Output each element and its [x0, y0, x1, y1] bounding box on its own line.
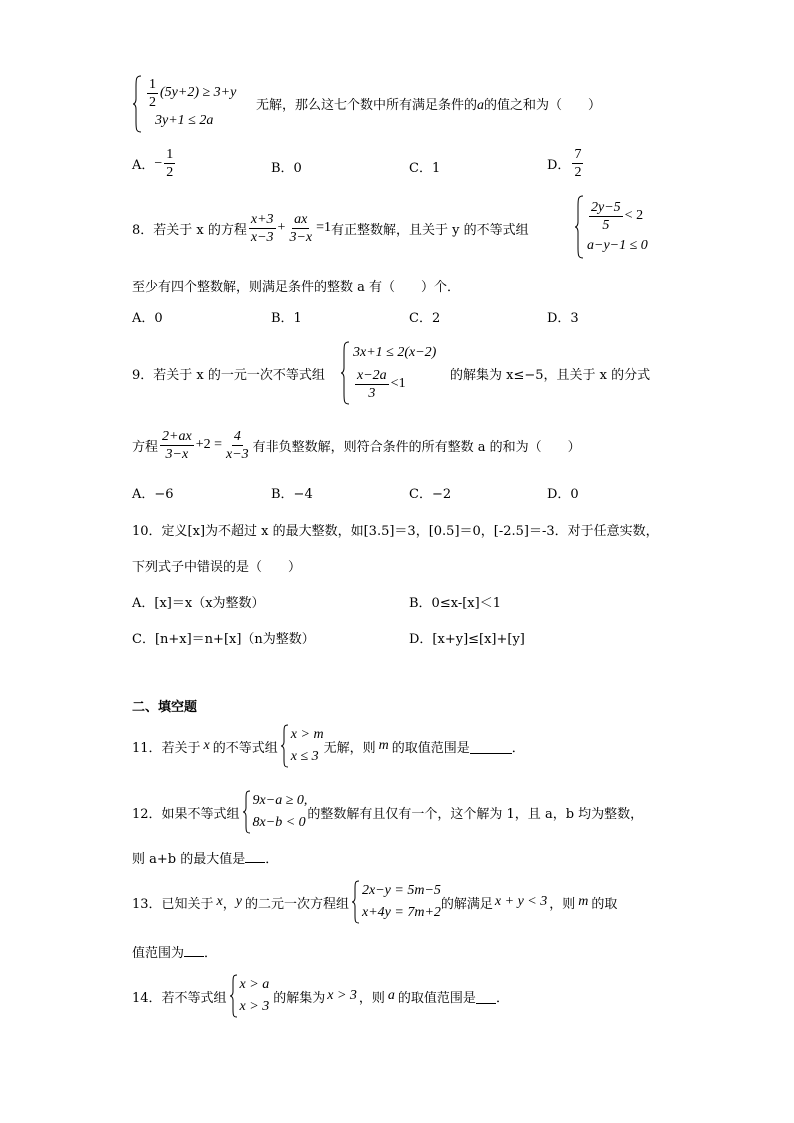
q14-system-line1: x > a [239, 977, 270, 992]
q9-mid: 的解集为 x≤−5，且关于 x 的分式 [450, 368, 651, 383]
q9-option-d: D．0 [547, 487, 579, 502]
q7-option-c: C．1 [409, 161, 441, 176]
q8-fraction-2: $\frac{ax}{3-x}$ [289, 211, 313, 245]
brace-icon [351, 880, 360, 924]
q8-system-fraction: $\frac{2y-5}{5}$ [591, 199, 621, 233]
q9-system-fraction: $\frac{x-2a}{3}$ [357, 367, 387, 401]
q9-option-b: B．−4 [271, 487, 313, 502]
q8-system: $\frac{2y-5}{5}$ < 2 a−y−1 ≤ 0 [574, 194, 648, 260]
q7-option-a-fraction: $\frac{1}{2}$ [166, 147, 174, 180]
q8-option-d: D．3 [547, 311, 579, 326]
answer-blank[interactable] [470, 739, 512, 754]
q14-system-line2: x > 3 [239, 999, 270, 1014]
q12-line2: 则 a+b 的最大值是 ． [132, 848, 278, 867]
q9-option-a: A．−6 [132, 487, 174, 502]
q13-line1: 13．已知关于 x ， y 的二元一次方程组 2x−y = 5m−5 x+4y = 7m+2 的解满足 x + y < 3 ，则 m 的取 [132, 878, 617, 926]
q7-system-line1: (5y+2) ≥ 3+y [160, 85, 237, 100]
q7-text: 无解，那么这七个数中所有满足条件的a的值之和为（ ） [256, 98, 602, 113]
q9-system: 3x+1 ≤ 2(x−2) $\frac{x-2a}{3}$ <1 [340, 340, 436, 406]
q7-option-d: D． $\frac{7}{2}$ [547, 147, 582, 180]
q10-option-d: D．[x+y]≤[x]+[y] [409, 632, 525, 647]
q8-option-b: B．1 [271, 311, 302, 326]
q12-line1: 12．如果不等式组 9x−a ≥ 0, 8x−b < 0 的整数解有且仅有一个，这个解为 1，且 a，b 均为整数， [132, 788, 643, 836]
answer-blank[interactable] [184, 942, 204, 957]
q10-option-b: B．0≤x-[x]＜1 [409, 596, 501, 611]
q12-system-line1: 9x−a ≥ 0, [252, 793, 308, 808]
answer-blank[interactable] [245, 848, 265, 863]
q9-line2: 方程 $\frac{2+ax}{3-x}$ +2 = $\frac{4}{x-3}$ 有非负整数解，则符合条件的所有整数 a 的和为（ ） [132, 428, 581, 462]
q7-system [132, 74, 236, 134]
q7-system-line2: 3y+1 ≤ 2a [155, 113, 214, 128]
brace-icon [132, 75, 142, 133]
q8-fraction-1: $\frac{x+3}{x-3}$ [250, 211, 274, 245]
answer-blank[interactable] [476, 989, 496, 1004]
brace-icon [574, 195, 584, 259]
q8-option-c: C．2 [409, 311, 441, 326]
q7-option-a: A． − $\frac{1}{2}$ [132, 147, 174, 180]
q7-option-d-fraction: $\frac{7}{2}$ [574, 147, 582, 180]
q8-line2: 至少有四个整数解，则满足条件的整数 a 有（ ）个． [132, 280, 461, 295]
q7-option-b: B．0 [271, 161, 302, 176]
q9-fraction-2: $\frac{4}{x-3}$ [225, 428, 249, 462]
q13-line2: 值范围为 ． [132, 942, 217, 961]
q11-system-line2: x ≤ 3 [290, 749, 319, 764]
brace-icon [242, 790, 251, 834]
q9-fraction-1: $\frac{2+ax}{3-x}$ [162, 428, 192, 462]
q9-system-line1: 3x+1 ≤ 2(x−2) [353, 345, 437, 360]
section-heading: 二、填空题 [132, 700, 198, 715]
brace-icon [280, 724, 289, 768]
q11-system-line1: x > m [290, 727, 324, 742]
brace-icon [229, 974, 238, 1018]
q13-system-line1: 2x−y = 5m−5 [362, 883, 441, 898]
q11-line: 11．若关于 x 的不等式组 x > m x ≤ 3 无解，则 m 的取值范围是 ． [132, 722, 525, 770]
q10-line1: 10．定义[x]为不超过 x 的最大整数，如[3.5]＝3，[0.5]＝0，[-2.5]＝-3．对于任意实数， [132, 524, 659, 539]
q7-half-fraction: $\frac{1}{2}$ [149, 76, 156, 110]
q10-option-a: A．[x]＝x（x为整数） [132, 596, 265, 611]
q10-line2: 下列式子中错误的是（ ） [132, 560, 302, 575]
q13-system-line2: x+4y = 7m+2 [362, 905, 441, 920]
q9-prefix: 9．若关于 x 的一元一次不等式组 [132, 368, 325, 383]
q14-line: 14．若不等式组 x > a x > 3 的解集为 x > 3 ，则 a 的取值范围是 ． [132, 972, 509, 1020]
q8-system-line2: a−y−1 ≤ 0 [587, 238, 648, 253]
q10-option-c: C．[n+x]＝n+[x]（n为整数） [132, 632, 315, 647]
q8-line1: 8．若关于 x 的方程 $\frac{x+3}{x-3}$ + $\frac{ax}{3-x}$ =1 有正整数解，且关于 y 的不等式组 [132, 211, 529, 245]
brace-icon [340, 341, 350, 405]
q12-system-line2: 8x−b < 0 [252, 815, 306, 830]
q8-option-a: A．0 [132, 311, 163, 326]
q9-option-c: C．−2 [409, 487, 452, 502]
